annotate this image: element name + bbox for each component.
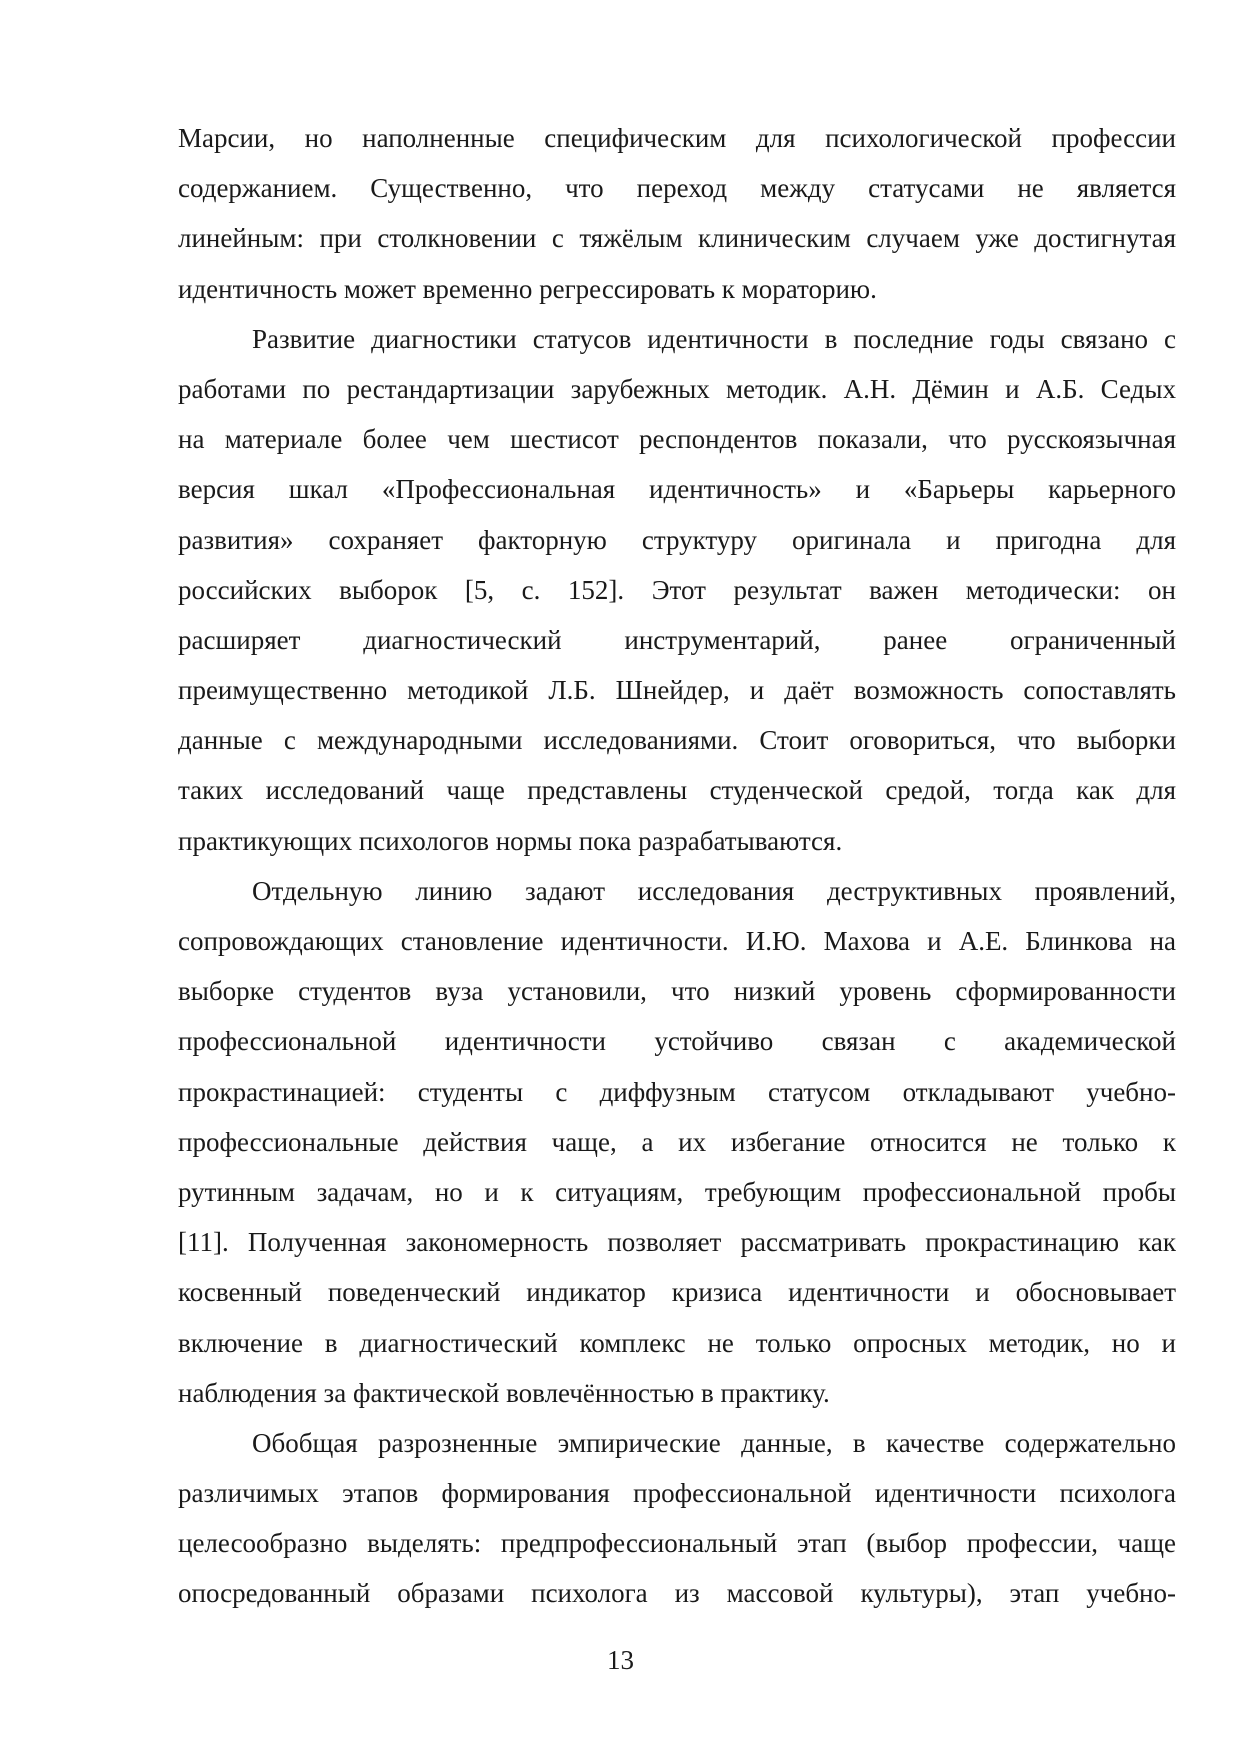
- text-line: работами по рестандартизации зарубежных методик. А.Н. Дёмин и А.Б. Седых: [178, 373, 1176, 404]
- text-line: версия шкал «Профессиональная идентичность» и «Барьеры карьерного: [178, 474, 1176, 505]
- text-line: содержанием. Существенно, что переход между статусами не является: [178, 173, 1176, 204]
- page-number: 13: [607, 1645, 634, 1675]
- text-line: прокрастинацией: студенты с диффузным статусом откладывают учебно-: [178, 1076, 1176, 1107]
- text-line: на материале более чем шестисот респондентов показали, что русскоязычная: [178, 424, 1176, 455]
- text-line: выборке студентов вуза установили, что низкий уровень сформированности: [178, 976, 1176, 1007]
- text-line: преимущественно методикой Л.Б. Шнейдер, и даёт возможность сопоставлять: [178, 675, 1176, 706]
- text-line: целесообразно выделять: предпрофессиональный этап (выбор профессии, чаще: [178, 1528, 1176, 1559]
- text-line: включение в диагностический комплекс не только опросных методик, но и: [178, 1327, 1176, 1358]
- text-line: линейным: при столкновении с тяжёлым клиническим случаем уже достигнутая: [178, 223, 1176, 254]
- text-line: практикующих психологов нормы пока разрабатываются.: [178, 825, 843, 856]
- text-line: российских выборок [5, с. 152]. Этот результат важен методически: он: [178, 574, 1176, 605]
- text-line: профессиональные действия чаще, а их избегание относится не только к: [178, 1126, 1176, 1157]
- text-line: Обобщая разрозненные эмпирические данные, в качестве содержательно: [252, 1427, 1176, 1458]
- text-line: [11]. Полученная закономерность позволяет рассматривать прокрастинацию как: [178, 1227, 1176, 1258]
- text-line: сопровождающих становление идентичности. И.Ю. Махова и А.Е. Блинкова на: [178, 926, 1176, 956]
- text-line: Отдельную линию задают исследования деструктивных проявлений,: [252, 875, 1176, 906]
- text-line: Развитие диагностики статусов идентичности в последние годы связано с: [252, 323, 1176, 354]
- text-line: профессиональной идентичности устойчиво связан с академической: [178, 1026, 1176, 1057]
- text-line: опосредованный образами психолога из массовой культуры), этап учебно-: [178, 1578, 1176, 1609]
- text-line: развития» сохраняет факторную структуру оригинала и пригодна для: [178, 524, 1176, 555]
- text-line: расширяет диагностический инструментарий, ранее ограниченный: [178, 624, 1176, 655]
- text-line: рутинным задачам, но и к ситуациям, требующим профессиональной пробы: [178, 1176, 1176, 1207]
- text-line: Марсии, но наполненные специфическим для психологической профессии: [178, 123, 1176, 153]
- body-text: [178, 113, 1176, 1619]
- text-line: таких исследований чаще представлены студенческой средой, тогда как для: [178, 775, 1176, 806]
- text-line: данные с международными исследованиями. Стоит оговориться, что выборки: [178, 725, 1176, 756]
- text-line: наблюдения за фактической вовлечённостью в практику.: [178, 1377, 830, 1408]
- text-line: косвенный поведенческий индикатор кризиса идентичности и обосновывает: [178, 1277, 1176, 1308]
- text-line: идентичность может временно регрессировать к мораторию.: [178, 273, 877, 304]
- text-line: различимых этапов формирования профессиональной идентичности психолога: [178, 1478, 1176, 1509]
